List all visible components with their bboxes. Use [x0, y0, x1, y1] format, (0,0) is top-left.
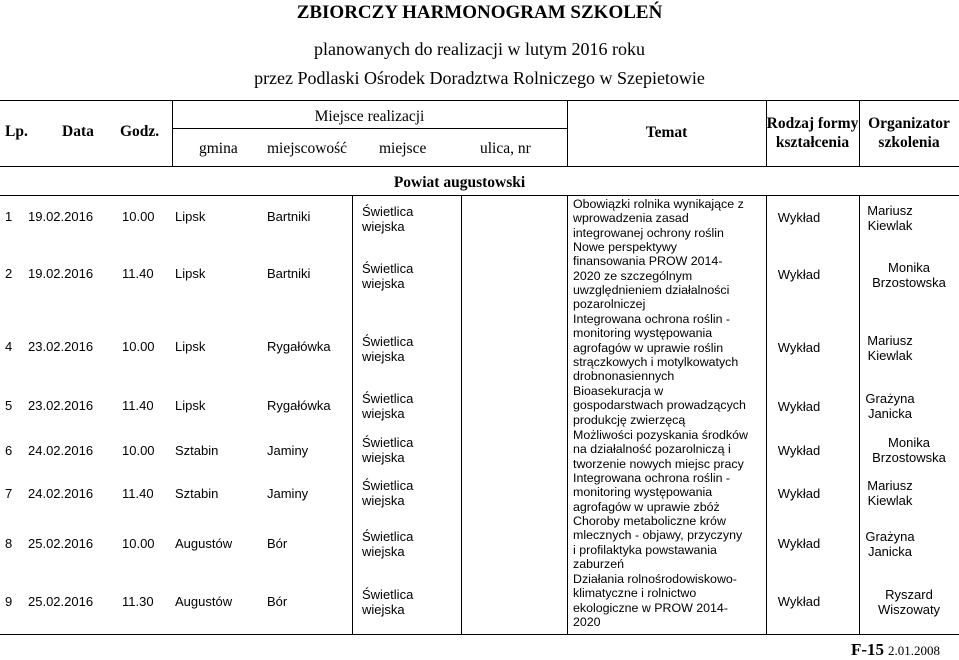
row-miejsce-line1: Świetlica	[362, 391, 414, 406]
row-rodzaj: Wykład	[777, 443, 821, 458]
row-lp: 9	[5, 594, 13, 609]
row-lp: 2	[5, 266, 13, 281]
row-data: 19.02.2016	[28, 209, 94, 224]
form-date: 2.01.2008	[888, 643, 941, 658]
row-gmina: Augustów	[175, 594, 233, 609]
row-temat: Nowe perspektywy finansowania PROW 2014- 2020 ze szczególnym uwzględnieniem działalności pozarolniczej	[573, 240, 730, 312]
row-godz: 10.00	[122, 443, 155, 458]
row-godz: 10.00	[122, 339, 155, 354]
header-top-rule	[0, 100, 959, 101]
body-divider-temat	[567, 195, 568, 634]
column-header-miejsce-realizacji: Miejsce realizacji	[314, 108, 425, 125]
row-gmina: Sztabin	[175, 443, 219, 458]
row-miejsce-line1: Świetlica	[362, 204, 414, 219]
form-footer	[851, 640, 940, 660]
row-gmina: Sztabin	[175, 486, 219, 501]
section-rule	[0, 195, 959, 196]
body-divider-rodzaj	[766, 195, 767, 634]
row-organizator-line1: Grażyna	[865, 391, 915, 406]
row-rodzaj: Wykład	[777, 267, 821, 282]
row-gmina: Lipsk	[175, 266, 206, 281]
row-miejsce-line2: wiejska	[362, 450, 405, 465]
body-divider-venue	[461, 195, 462, 634]
row-miejsce-line1: Świetlica	[362, 334, 414, 349]
column-header-rodzaj-line2: kształcenia	[775, 134, 850, 151]
header-divider-organizator	[859, 100, 860, 166]
column-header-miejscowosc: miejscowość	[267, 140, 348, 157]
row-data: 23.02.2016	[28, 339, 94, 354]
row-organizator-line1: Mariusz	[867, 333, 913, 348]
header-middle-rule	[172, 128, 567, 129]
row-rodzaj: Wykład	[777, 486, 821, 501]
row-temat: Integrowana ochrona roślin - monitoring występowania agrofagów w uprawie roślin strączkowych i motylkowatych drobnonasiennych	[573, 312, 739, 384]
row-temat: Bioasekuracja w gospodarstwach prowadzących produkcję zwierzęcą	[573, 384, 746, 427]
row-miejscowosc: Bór	[267, 594, 288, 609]
row-temat: Integrowana ochrona roślin - monitoring występowania agrofagów w uprawie zbóż	[573, 471, 731, 514]
row-miejsce-line1: Świetlica	[362, 478, 414, 493]
row-lp: 1	[5, 209, 13, 224]
row-miejsce-line2: wiejska	[362, 406, 405, 421]
row-organizator-line1: Monika	[888, 435, 930, 450]
row-miejsce-line2: wiejska	[362, 219, 405, 234]
row-miejscowosc: Rygałówka	[267, 339, 331, 354]
row-godz: 11.40	[122, 486, 154, 501]
row-godz: 11.40	[122, 266, 154, 281]
row-gmina: Lipsk	[175, 398, 206, 413]
row-miejscowosc: Bór	[267, 536, 288, 551]
row-lp: 6	[5, 443, 13, 458]
header-divider-rodzaj	[766, 100, 767, 166]
column-header-miejsce: miejsce	[379, 140, 427, 157]
row-organizator-line2: Kiewlak	[867, 493, 913, 508]
row-miejsce-line2: wiejska	[362, 349, 405, 364]
document-subtitle-period: planowanych do realizacji w lutym 2016 roku	[314, 39, 645, 59]
row-gmina: Lipsk	[175, 339, 206, 354]
row-temat: Choroby metaboliczne krów mlecznych - objawy, przyczyny i profilaktyka powstawania zaburzeń	[573, 514, 743, 571]
header-bottom-rule	[0, 166, 959, 167]
row-miejsce-line2: wiejska	[362, 602, 405, 617]
row-godz: 11.40	[122, 398, 154, 413]
row-miejsce-line1: Świetlica	[362, 529, 414, 544]
row-data: 23.02.2016	[28, 398, 94, 413]
column-header-organizator-line1: Organizator	[868, 115, 950, 132]
row-gmina: Augustów	[175, 536, 233, 551]
row-data: 24.02.2016	[28, 486, 94, 501]
row-rodzaj: Wykład	[777, 594, 821, 609]
document-subtitle-organization: przez Podlaski Ośrodek Doradztwa Rolniczego w Szepietowie	[254, 68, 705, 88]
row-temat: Działania rolnośrodowiskowo- klimatyczne i rolnictwo ekologiczne w PROW 2014- 2020	[573, 572, 737, 629]
column-header-organizator-line2: szkolenia	[878, 134, 940, 151]
row-organizator-line1: Grażyna	[865, 529, 915, 544]
row-miejsce-line1: Świetlica	[362, 587, 414, 602]
row-data: 19.02.2016	[28, 266, 94, 281]
row-data: 24.02.2016	[28, 443, 94, 458]
row-organizator-line2: Brzostowska	[872, 275, 946, 290]
row-miejscowosc: Jaminy	[267, 443, 309, 458]
row-organizator-line2: Wiszowaty	[877, 602, 941, 617]
form-code: F-15	[851, 640, 885, 659]
row-organizator-line2: Janicka	[867, 544, 913, 559]
table-bottom-rule	[0, 634, 959, 635]
row-miejscowosc: Rygałówka	[267, 398, 331, 413]
row-organizator-line2: Kiewlak	[867, 348, 913, 363]
row-organizator-line1: Monika	[888, 260, 930, 275]
document-title: ZBIORCZY HARMONOGRAM SZKOLEŃ	[296, 2, 663, 23]
row-organizator-line2: Janicka	[867, 406, 913, 421]
row-data: 25.02.2016	[28, 536, 94, 551]
row-organizator-line1: Mariusz	[867, 203, 913, 218]
column-header-rodzaj-line1: Rodzaj formy	[766, 115, 859, 132]
column-header-gmina: gmina	[199, 140, 238, 157]
section-title: Powiat augustowski	[393, 174, 526, 191]
row-lp: 7	[5, 486, 13, 501]
row-godz: 10.00	[122, 209, 155, 224]
row-miejscowosc: Jaminy	[267, 486, 309, 501]
column-header-data: Data	[62, 123, 94, 140]
row-miejsce-line1: Świetlica	[362, 435, 414, 450]
row-godz: 10.00	[122, 536, 155, 551]
column-header-lp: Lp.	[5, 123, 28, 140]
row-godz: 11.30	[122, 594, 154, 609]
row-gmina: Lipsk	[175, 209, 206, 224]
row-rodzaj: Wykład	[777, 536, 821, 551]
row-organizator-line1: Ryszard	[885, 587, 933, 602]
column-header-temat: Temat	[645, 124, 688, 141]
row-rodzaj: Wykład	[777, 399, 821, 414]
row-lp: 4	[5, 339, 13, 354]
row-miejsce-line2: wiejska	[362, 276, 405, 291]
column-header-godz: Godz.	[120, 123, 160, 140]
row-rodzaj: Wykład	[777, 210, 821, 225]
row-lp: 5	[5, 398, 13, 413]
body-divider-location	[352, 195, 353, 634]
row-organizator-line1: Mariusz	[867, 478, 913, 493]
row-miejsce-line1: Świetlica	[362, 261, 414, 276]
row-miejscowosc: Bartniki	[267, 209, 311, 224]
row-organizator-line2: Brzostowska	[872, 450, 946, 465]
row-miejsce-line2: wiejska	[362, 544, 405, 559]
row-organizator-line2: Kiewlak	[867, 218, 913, 233]
row-data: 25.02.2016	[28, 594, 94, 609]
row-lp: 8	[5, 536, 13, 551]
row-rodzaj: Wykład	[777, 340, 821, 355]
column-header-ulica: ulica, nr	[480, 140, 531, 157]
row-temat: Obowiązki rolnika wynikające z wprowadzenia zasad integrowanej ochrony roślin	[573, 197, 744, 240]
row-miejscowosc: Bartniki	[267, 266, 311, 281]
row-temat: Możliwości pozyskania środków na działalność pozarolniczą i tworzenie nowych miejsc pracy	[573, 428, 748, 471]
row-miejsce-line2: wiejska	[362, 493, 405, 508]
